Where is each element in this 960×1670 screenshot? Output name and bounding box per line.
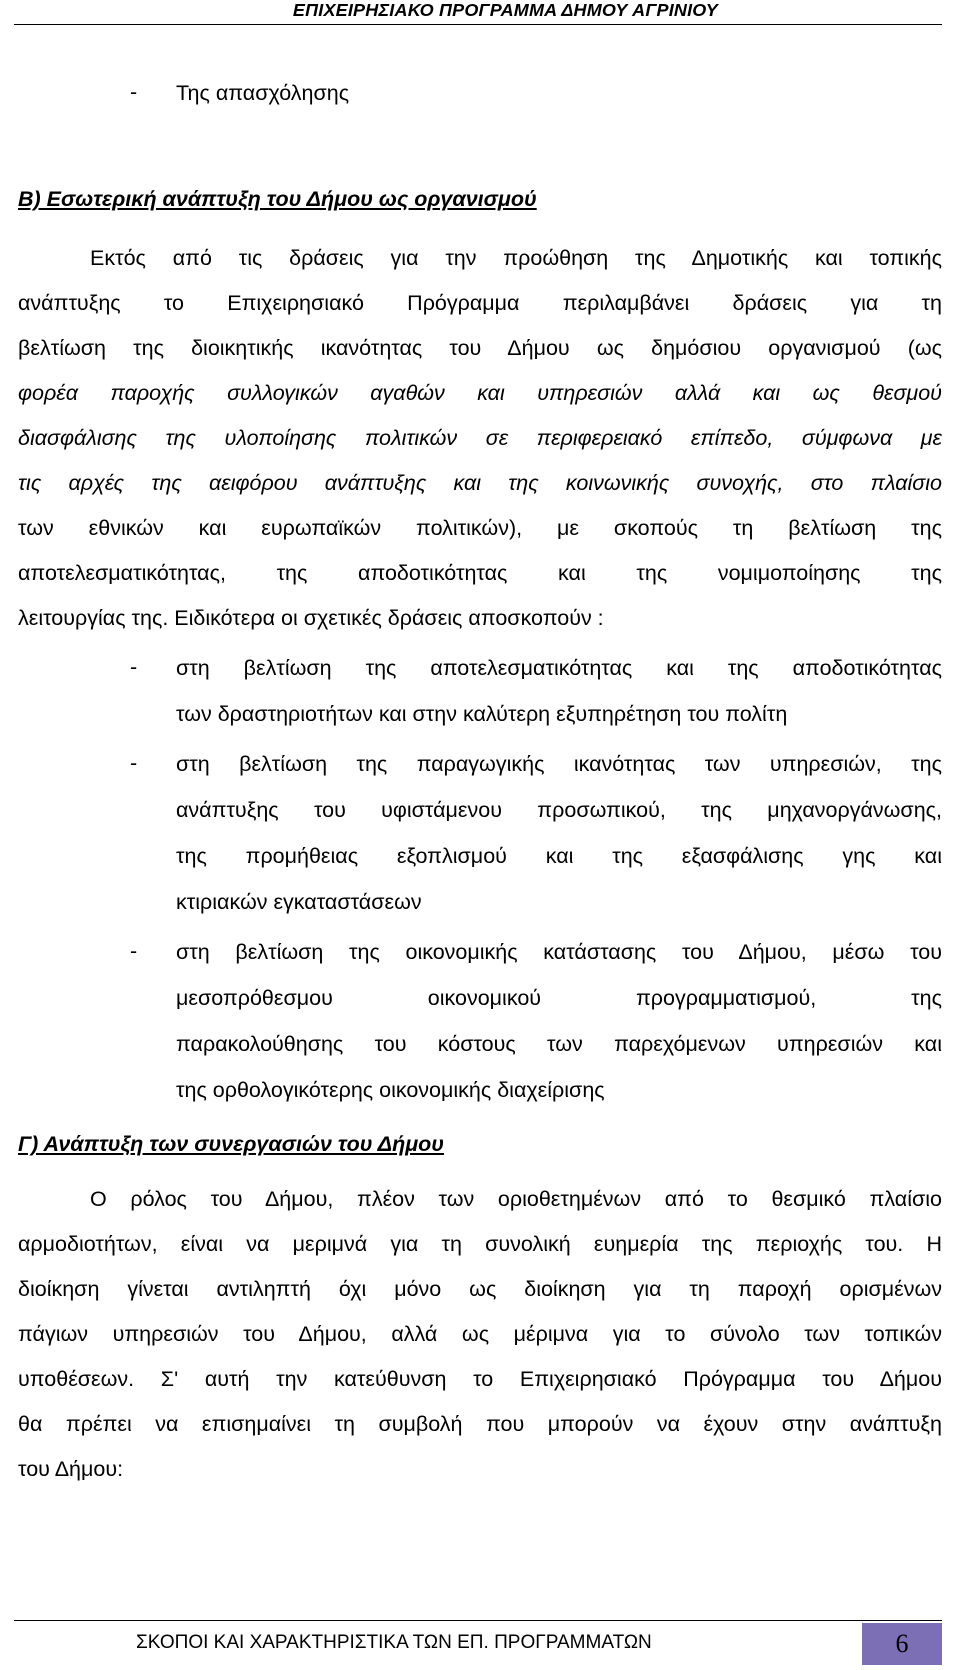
paragraph-line: Εκτός από τις δράσεις για την προώθηση της Δημοτικής και τοπικής [90, 246, 942, 270]
page-number-box [862, 1623, 942, 1665]
paragraph-line: του Δήμου: [18, 1457, 124, 1481]
paragraph-line: Ο ρόλος του Δήμου, πλέον των οριοθετημένων από το θεσμικό πλαίσιο [90, 1187, 942, 1211]
top-bullet [18, 70, 942, 116]
document-body [18, 70, 942, 1492]
paragraph-line: αποτελεσματικότητας, της αποδοτικότητας και της νομιμοποίησης της [18, 561, 942, 585]
bullet-line: ανάπτυξης του υφιστάμενου προσωπικού, της μηχανοργάνωσης, [176, 798, 942, 822]
header-rule [14, 24, 942, 25]
section-b-heading: Β) Εσωτερική ανάπτυξη του Δήμου ως οργανισμού [18, 187, 537, 211]
bullet-line: της ορθολογικότερης οικονομικής διαχείρισης [176, 1078, 605, 1102]
bullet-dash: - [130, 751, 138, 775]
bullet-dash: - [130, 939, 138, 963]
paragraph-line: αρμοδιοτήτων, είναι να μεριμνά για τη συνολική ευημερία της περιοχής του. Η [18, 1232, 942, 1256]
bullet-line: στη βελτίωση της οικονομικής κατάστασης του Δήμου, μέσω του [176, 940, 942, 964]
bullet-dash: - [130, 80, 138, 104]
bullet-line: Της απασχόλησης [176, 81, 350, 105]
page-footer [14, 1620, 942, 1664]
bullet-dash: - [130, 655, 138, 679]
footer-rule [14, 1620, 942, 1621]
bullet-line: της προμήθειας εξοπλισμού και της εξασφάλισης γης και [176, 844, 942, 868]
list-item [18, 645, 942, 737]
paragraph-line: πάγιων υπηρεσιών του Δήμου, αλλά ως μέριμνα για το σύνολο των τοπικών [18, 1322, 942, 1346]
bullet-line: των δραστηριοτήτων και στην καλύτερη εξυπηρέτηση του πολίτη [176, 702, 788, 726]
page-header [0, 0, 960, 30]
paragraph-line: βελτίωση της διοικητικής ικανότητας του Δήμου ως δημόσιου οργανισμού (ως [18, 336, 942, 360]
footer-title: ΣΚΟΠΟΙ ΚΑΙ ΧΑΡΑΚΤΗΡΙΣΤΙΚΑ ΤΩΝ ΕΠ. ΠΡΟΓΡΑΜΜΑΤΩΝ [136, 1632, 652, 1653]
paragraph-line: θα πρέπει να επισημαίνει τη συμβολή που μπορούν να έχουν στην ανάπτυξη [18, 1412, 942, 1436]
paragraph-line: λειτουργίας της. Ειδικότερα οι σχετικές δράσεις αποσκοπούν : [18, 606, 604, 630]
bullet-line: παρακολούθησης του κόστους των παρεχόμενων υπηρεσιών και [176, 1032, 942, 1056]
page-number: 6 [895, 1629, 909, 1658]
header-title: ΕΠΙΧΕΙΡΗΣΙΑΚΟ ΠΡΟΓΡΑΜΜΑ ΔΗΜΟΥ ΑΓΡΙΝΙΟΥ [292, 0, 718, 20]
section-b-paragraph [18, 236, 942, 641]
bullet-line: στη βελτίωση της παραγωγικής ικανότητας των υπηρεσιών, της [176, 752, 942, 776]
section-c-heading: Γ) Ανάπτυξη των συνεργασιών του Δήμου [18, 1132, 445, 1156]
paragraph-line: φορέα παροχής συλλογικών αγαθών και υπηρεσιών αλλά και ως θεσμού [18, 381, 942, 405]
bullet-line: μεσοπρόθεσμου οικονομικού προγραμματισμού, της [176, 986, 942, 1010]
paragraph-line: διασφάλισης της υλοποίησης πολιτικών σε περιφερειακό επίπεδο, σύμφωνα με [18, 426, 942, 450]
paragraph-line: ανάπτυξης το Επιχειρησιακό Πρόγραμμα περιλαμβάνει δράσεις για τη [18, 291, 942, 315]
bullet-line: στη βελτίωση της αποτελεσματικότητας και της αποδοτικότητας [176, 656, 942, 680]
paragraph-line: των εθνικών και ευρωπαϊκών πολιτικών), με σκοπούς τη βελτίωση της [18, 516, 942, 540]
section-c-paragraph [18, 1177, 942, 1492]
paragraph-line: διοίκηση γίνεται αντιληπτή όχι μόνο ως διοίκηση για τη παροχή ορισμένων [18, 1277, 942, 1301]
list-item [18, 741, 942, 925]
paragraph-line: υποθέσεων. Σ' αυτή την κατεύθυνση το Επιχειρησιακό Πρόγραμμα του Δήμου [18, 1367, 942, 1391]
bullet-line: κτιριακών εγκαταστάσεων [176, 890, 422, 914]
list-item [18, 929, 942, 1113]
paragraph-line: τις αρχές της αειφόρου ανάπτυξης και της κοινωνικής συνοχής, στο πλαίσιο [18, 471, 942, 495]
